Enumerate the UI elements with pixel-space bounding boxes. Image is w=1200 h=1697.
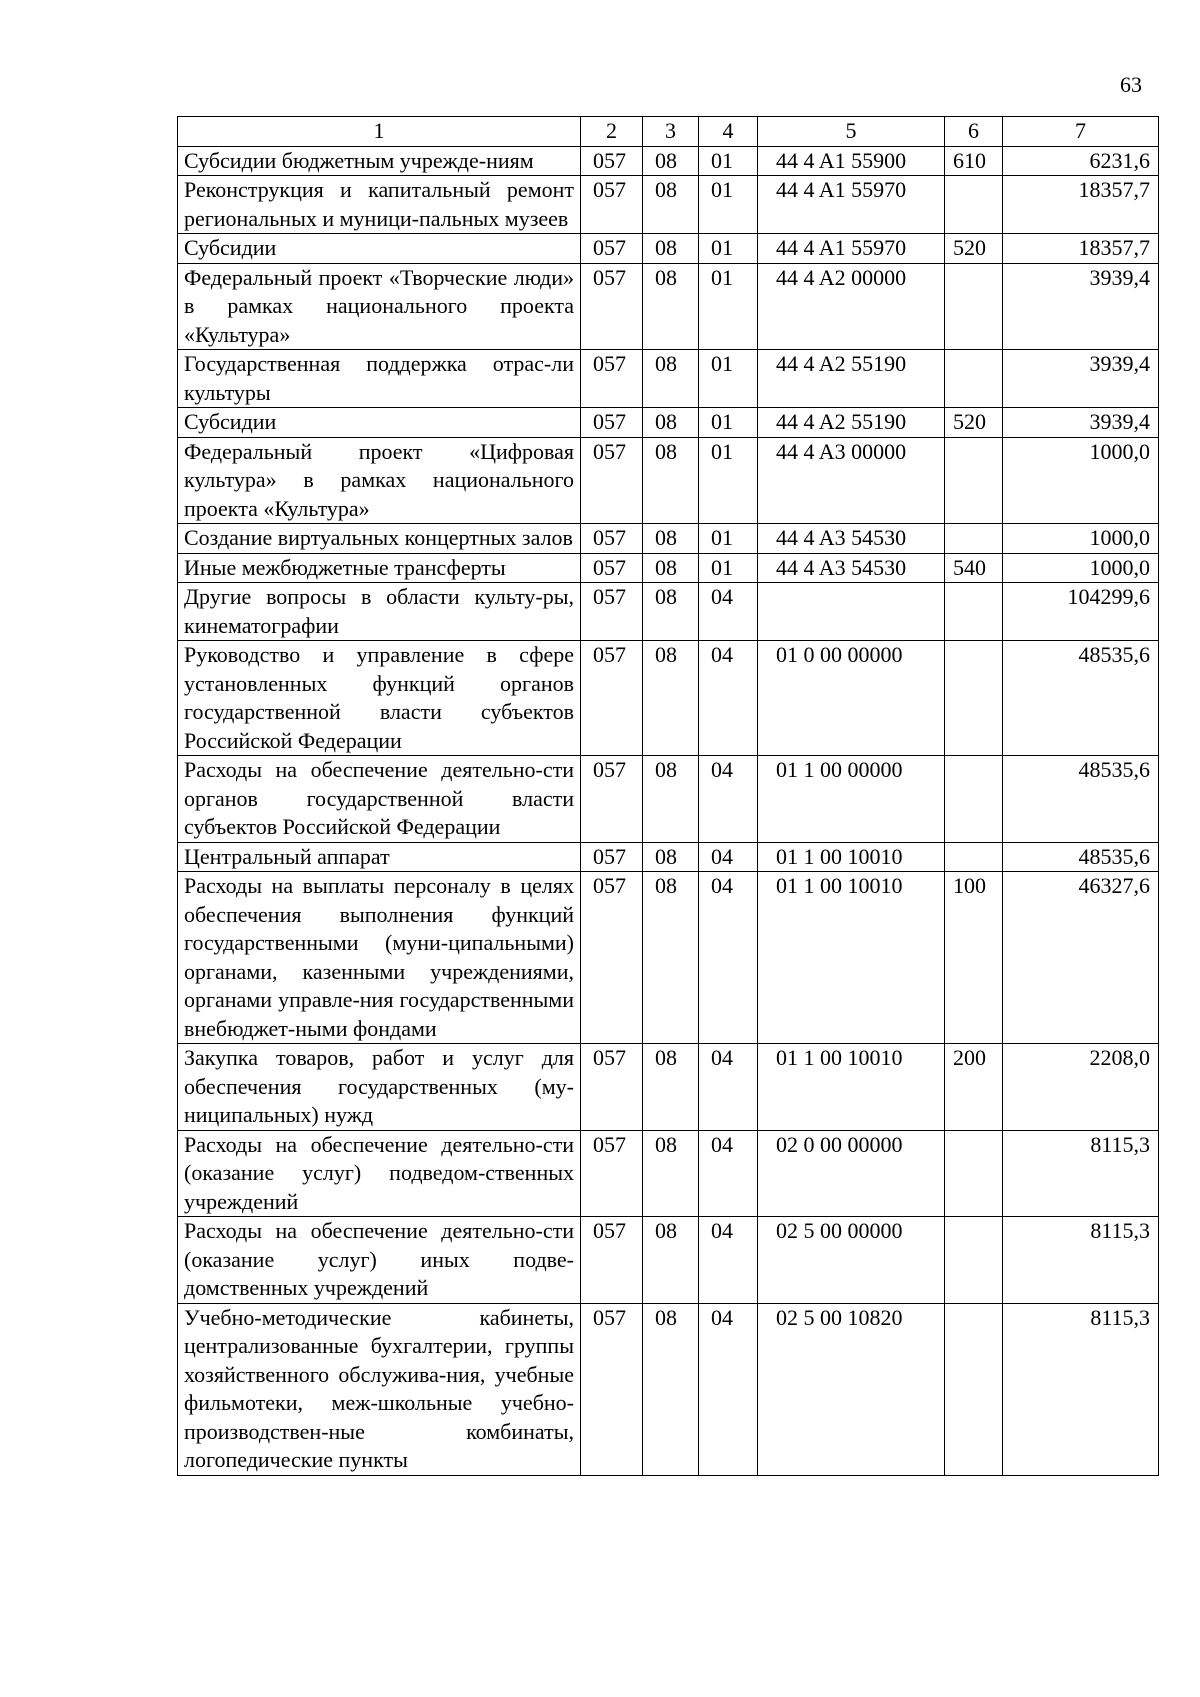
subsection-code-cell: 04 (699, 1044, 758, 1131)
target-article-cell: 44 4 A1 55970 (758, 234, 945, 264)
row-name-cell: Другие вопросы в области культу-ры, кинематографии (178, 583, 581, 641)
table-row (178, 524, 1159, 554)
chapter-code-cell: 057 (581, 1130, 643, 1217)
section-code-cell: 08 (643, 146, 699, 176)
section-code-cell: 08 (643, 842, 699, 872)
amount-cell: 8115,3 (1003, 1130, 1159, 1217)
subsection-code-cell: 01 (699, 263, 758, 350)
section-code-cell: 08 (643, 553, 699, 583)
target-article-cell: 44 4 A2 55190 (758, 350, 945, 408)
chapter-code-cell: 057 (581, 234, 643, 264)
row-name-cell: Иные межбюджетные трансферты (178, 553, 581, 583)
amount-cell: 1000,0 (1003, 553, 1159, 583)
expense-type-cell (945, 583, 1003, 641)
column-header: 2 (581, 117, 643, 147)
amount-cell: 48535,6 (1003, 641, 1159, 756)
column-header: 5 (758, 117, 945, 147)
amount-cell: 8115,3 (1003, 1217, 1159, 1304)
amount-cell: 3939,4 (1003, 408, 1159, 438)
chapter-code-cell: 057 (581, 176, 643, 234)
section-code-cell: 08 (643, 1130, 699, 1217)
expense-type-cell (945, 524, 1003, 554)
subsection-code-cell: 04 (699, 872, 758, 1044)
amount-cell: 48535,6 (1003, 842, 1159, 872)
section-code-cell: 08 (643, 872, 699, 1044)
row-name-cell: Центральный аппарат (178, 842, 581, 872)
amount-cell: 1000,0 (1003, 437, 1159, 524)
expense-type-cell (945, 437, 1003, 524)
subsection-code-cell: 04 (699, 1130, 758, 1217)
chapter-code-cell: 057 (581, 408, 643, 438)
amount-cell: 3939,4 (1003, 350, 1159, 408)
table-row (178, 263, 1159, 350)
section-code-cell: 08 (643, 1044, 699, 1131)
page-number: 63 (1120, 72, 1142, 97)
row-name-cell: Государственная поддержка отрас-ли культуры (178, 350, 581, 408)
subsection-code-cell: 04 (699, 842, 758, 872)
target-article-cell: 01 1 00 10010 (758, 872, 945, 1044)
subsection-code-cell: 01 (699, 176, 758, 234)
target-article-cell: 44 4 A2 00000 (758, 263, 945, 350)
expense-type-cell (945, 1303, 1003, 1475)
row-name-cell: Учебно-методические кабинеты, централизованные бухгалтерии, группы хозяйственного обслужива-ния, учебные фильмотеки, меж-школьные учебно-производствен-ные комбинаты, логопедические пункты (178, 1303, 581, 1475)
column-header: 7 (1003, 117, 1159, 147)
row-name-cell: Субсидии (178, 234, 581, 264)
chapter-code-cell: 057 (581, 437, 643, 524)
column-header: 4 (699, 117, 758, 147)
target-article-cell: 02 5 00 10820 (758, 1303, 945, 1475)
row-name-cell: Федеральный проект «Цифровая культура» в рамках национального проекта «Культура» (178, 437, 581, 524)
row-name-cell: Реконструкция и капитальный ремонт региональных и муници-пальных музеев (178, 176, 581, 234)
amount-cell: 46327,6 (1003, 872, 1159, 1044)
expense-type-cell: 520 (945, 234, 1003, 264)
budget-table (177, 116, 1159, 1476)
table-row (178, 842, 1159, 872)
subsection-code-cell: 01 (699, 408, 758, 438)
table-row (178, 408, 1159, 438)
row-name-cell: Расходы на обеспечение деятельно-сти органов государственной власти субъектов Российской Федерации (178, 756, 581, 843)
row-name-cell: Субсидии бюджетным учрежде-ниям (178, 146, 581, 176)
expense-type-cell: 610 (945, 146, 1003, 176)
section-code-cell: 08 (643, 234, 699, 264)
table-row (178, 437, 1159, 524)
expense-type-cell: 520 (945, 408, 1003, 438)
expense-type-cell (945, 1217, 1003, 1304)
target-article-cell: 44 4 A3 54530 (758, 524, 945, 554)
section-code-cell: 08 (643, 408, 699, 438)
section-code-cell: 08 (643, 524, 699, 554)
chapter-code-cell: 057 (581, 872, 643, 1044)
subsection-code-cell: 01 (699, 437, 758, 524)
amount-cell: 8115,3 (1003, 1303, 1159, 1475)
expense-type-cell (945, 641, 1003, 756)
amount-cell: 1000,0 (1003, 524, 1159, 554)
chapter-code-cell: 057 (581, 553, 643, 583)
subsection-code-cell: 01 (699, 524, 758, 554)
amount-cell: 48535,6 (1003, 756, 1159, 843)
table-row (178, 1130, 1159, 1217)
amount-cell: 6231,6 (1003, 146, 1159, 176)
table-row (178, 176, 1159, 234)
expense-type-cell (945, 176, 1003, 234)
header-row (178, 117, 1159, 147)
row-name-cell: Субсидии (178, 408, 581, 438)
table-row (178, 872, 1159, 1044)
table-row (178, 234, 1159, 264)
target-article-cell: 01 1 00 10010 (758, 842, 945, 872)
amount-cell: 104299,6 (1003, 583, 1159, 641)
chapter-code-cell: 057 (581, 263, 643, 350)
table-row (178, 1217, 1159, 1304)
table-row (178, 1303, 1159, 1475)
subsection-code-cell: 01 (699, 350, 758, 408)
chapter-code-cell: 057 (581, 1217, 643, 1304)
chapter-code-cell: 057 (581, 350, 643, 408)
chapter-code-cell: 057 (581, 146, 643, 176)
amount-cell: 18357,7 (1003, 176, 1159, 234)
table-row (178, 350, 1159, 408)
column-header: 3 (643, 117, 699, 147)
subsection-code-cell: 01 (699, 234, 758, 264)
amount-cell: 3939,4 (1003, 263, 1159, 350)
section-code-cell: 08 (643, 1217, 699, 1304)
table-row (178, 146, 1159, 176)
chapter-code-cell: 057 (581, 524, 643, 554)
table-row (178, 553, 1159, 583)
target-article-cell: 44 4 A3 54530 (758, 553, 945, 583)
expense-type-cell: 540 (945, 553, 1003, 583)
column-header: 6 (945, 117, 1003, 147)
section-code-cell: 08 (643, 263, 699, 350)
expense-type-cell (945, 1130, 1003, 1217)
target-article-cell: 02 5 00 00000 (758, 1217, 945, 1304)
target-article-cell: 44 4 A3 00000 (758, 437, 945, 524)
row-name-cell: Расходы на обеспечение деятельно-сти (оказание услуг) иных подве-домственных учреждений (178, 1217, 581, 1304)
subsection-code-cell: 01 (699, 553, 758, 583)
column-header: 1 (178, 117, 581, 147)
expense-type-cell (945, 263, 1003, 350)
expense-type-cell: 200 (945, 1044, 1003, 1131)
target-article-cell: 01 1 00 00000 (758, 756, 945, 843)
target-article-cell: 01 1 00 10010 (758, 1044, 945, 1131)
chapter-code-cell: 057 (581, 756, 643, 843)
chapter-code-cell: 057 (581, 1303, 643, 1475)
row-name-cell: Руководство и управление в сфере установленных функций органов государственной власти субъектов Российской Федерации (178, 641, 581, 756)
subsection-code-cell: 04 (699, 641, 758, 756)
subsection-code-cell: 04 (699, 1303, 758, 1475)
subsection-code-cell: 01 (699, 146, 758, 176)
target-article-cell: 44 4 A1 55970 (758, 176, 945, 234)
table-body (178, 117, 1159, 1476)
chapter-code-cell: 057 (581, 1044, 643, 1131)
expense-type-cell: 100 (945, 872, 1003, 1044)
section-code-cell: 08 (643, 350, 699, 408)
chapter-code-cell: 057 (581, 583, 643, 641)
section-code-cell: 08 (643, 641, 699, 756)
expense-type-cell (945, 756, 1003, 843)
table-row (178, 641, 1159, 756)
subsection-code-cell: 04 (699, 583, 758, 641)
section-code-cell: 08 (643, 176, 699, 234)
subsection-code-cell: 04 (699, 1217, 758, 1304)
chapter-code-cell: 057 (581, 641, 643, 756)
row-name-cell: Создание виртуальных концертных залов (178, 524, 581, 554)
row-name-cell: Закупка товаров, работ и услуг для обеспечения государственных (му-ниципальных) нужд (178, 1044, 581, 1131)
chapter-code-cell: 057 (581, 842, 643, 872)
target-article-cell: 44 4 A1 55900 (758, 146, 945, 176)
table-row (178, 583, 1159, 641)
target-article-cell: 44 4 A2 55190 (758, 408, 945, 438)
target-article-cell: 02 0 00 00000 (758, 1130, 945, 1217)
row-name-cell: Расходы на выплаты персоналу в целях обеспечения выполнения функций государственными (муни-ципальными) органами, казенными учреждениями, органами управле-ния государственными внебюджет-ными фондами (178, 872, 581, 1044)
target-article-cell (758, 583, 945, 641)
subsection-code-cell: 04 (699, 756, 758, 843)
row-name-cell: Федеральный проект «Творческие люди» в рамках национального проекта «Культура» (178, 263, 581, 350)
section-code-cell: 08 (643, 1303, 699, 1475)
table-row (178, 1044, 1159, 1131)
amount-cell: 2208,0 (1003, 1044, 1159, 1131)
row-name-cell: Расходы на обеспечение деятельно-сти (оказание услуг) подведом-ственных учреждений (178, 1130, 581, 1217)
expense-type-cell (945, 350, 1003, 408)
amount-cell: 18357,7 (1003, 234, 1159, 264)
section-code-cell: 08 (643, 437, 699, 524)
table-row (178, 756, 1159, 843)
target-article-cell: 01 0 00 00000 (758, 641, 945, 756)
section-code-cell: 08 (643, 583, 699, 641)
section-code-cell: 08 (643, 756, 699, 843)
expense-type-cell (945, 842, 1003, 872)
